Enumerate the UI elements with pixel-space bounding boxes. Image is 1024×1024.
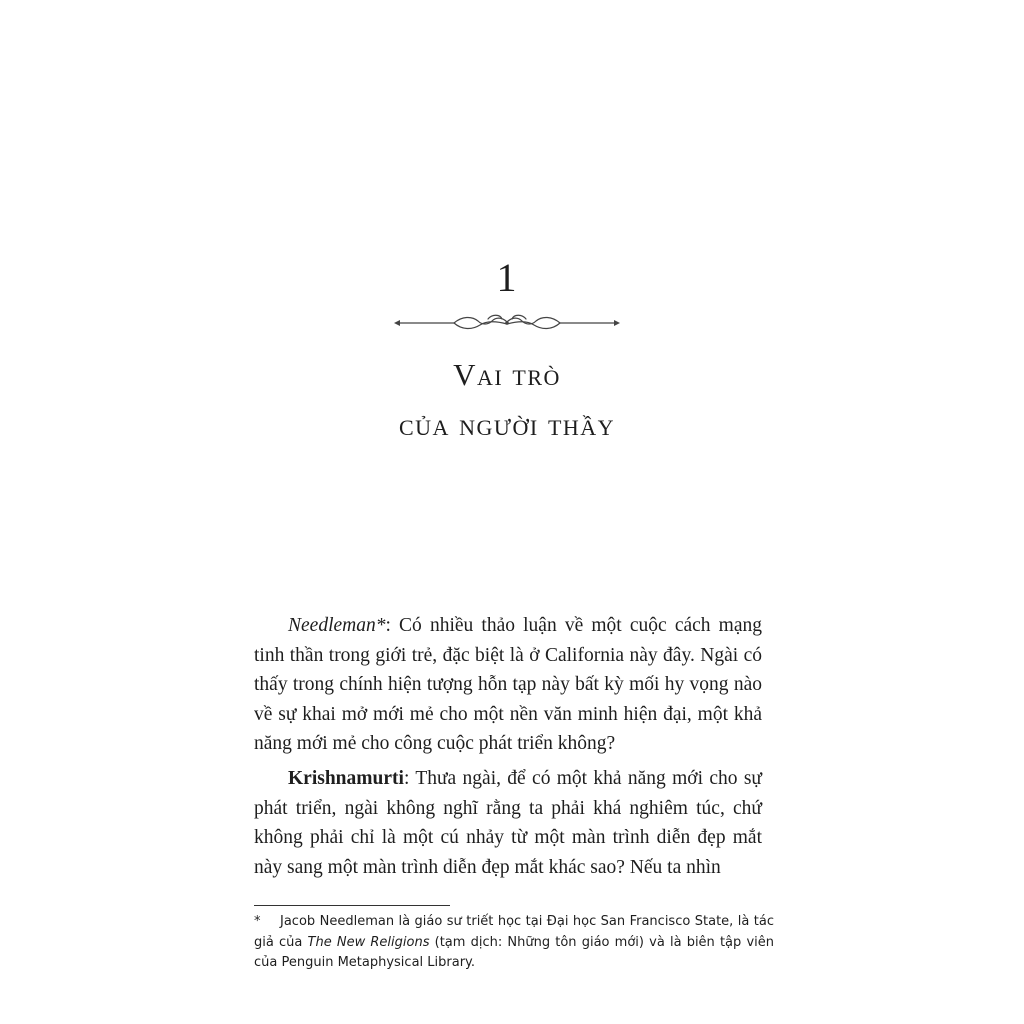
footnote-text-before: Jacob Needleman là giáo sư triết học tại Đại học San Francisco State, là tác giả của (254, 914, 774, 950)
paragraph-krishnamurti (254, 764, 762, 882)
paragraph-text: : Thưa ngài, để có một khả năng mới cho sự phát triển, ngài không nghĩ rằng ta phải khá nghiêm túc, chứ không phải chỉ là một cú nhảy từ một màn trình diễn đẹp mắt này sang một màn trình diễn đẹp mắt khác sao? Nếu ta nhìn (254, 768, 762, 878)
footnote-text-after: (tạm dịch: Những tôn giáo mới) và là biên tập viên của Penguin Metaphysical Library. (254, 934, 774, 970)
paragraph-needleman (254, 611, 762, 759)
chapter-title-line-2: của người thầy (398, 407, 616, 442)
speaker-name: Krishnamurti (288, 768, 404, 789)
footnote-book-title: The New Religions (307, 934, 430, 950)
footnote (254, 912, 774, 974)
speaker-name: Needleman* (288, 615, 386, 636)
ornament-divider-icon (392, 310, 622, 336)
footnote-divider (254, 905, 450, 906)
chapter-number: 1 (496, 255, 518, 300)
chapter-title-line-1: Vai trò (453, 357, 561, 392)
paragraph-text: : Có nhiều thảo luận về một cuộc cách mạng tinh thần trong giới trẻ, đặc biệt là ở California này đây. Ngài có thấy trong chính hiện tượng hỗn tạp này bất kỳ mối hy vọng nào về sự khai mở mới mẻ cho một nền văn minh hiện đại, một khả năng mới mẻ cho công cuộc phát triển không? (254, 615, 762, 754)
footnote-marker: * (254, 914, 261, 929)
